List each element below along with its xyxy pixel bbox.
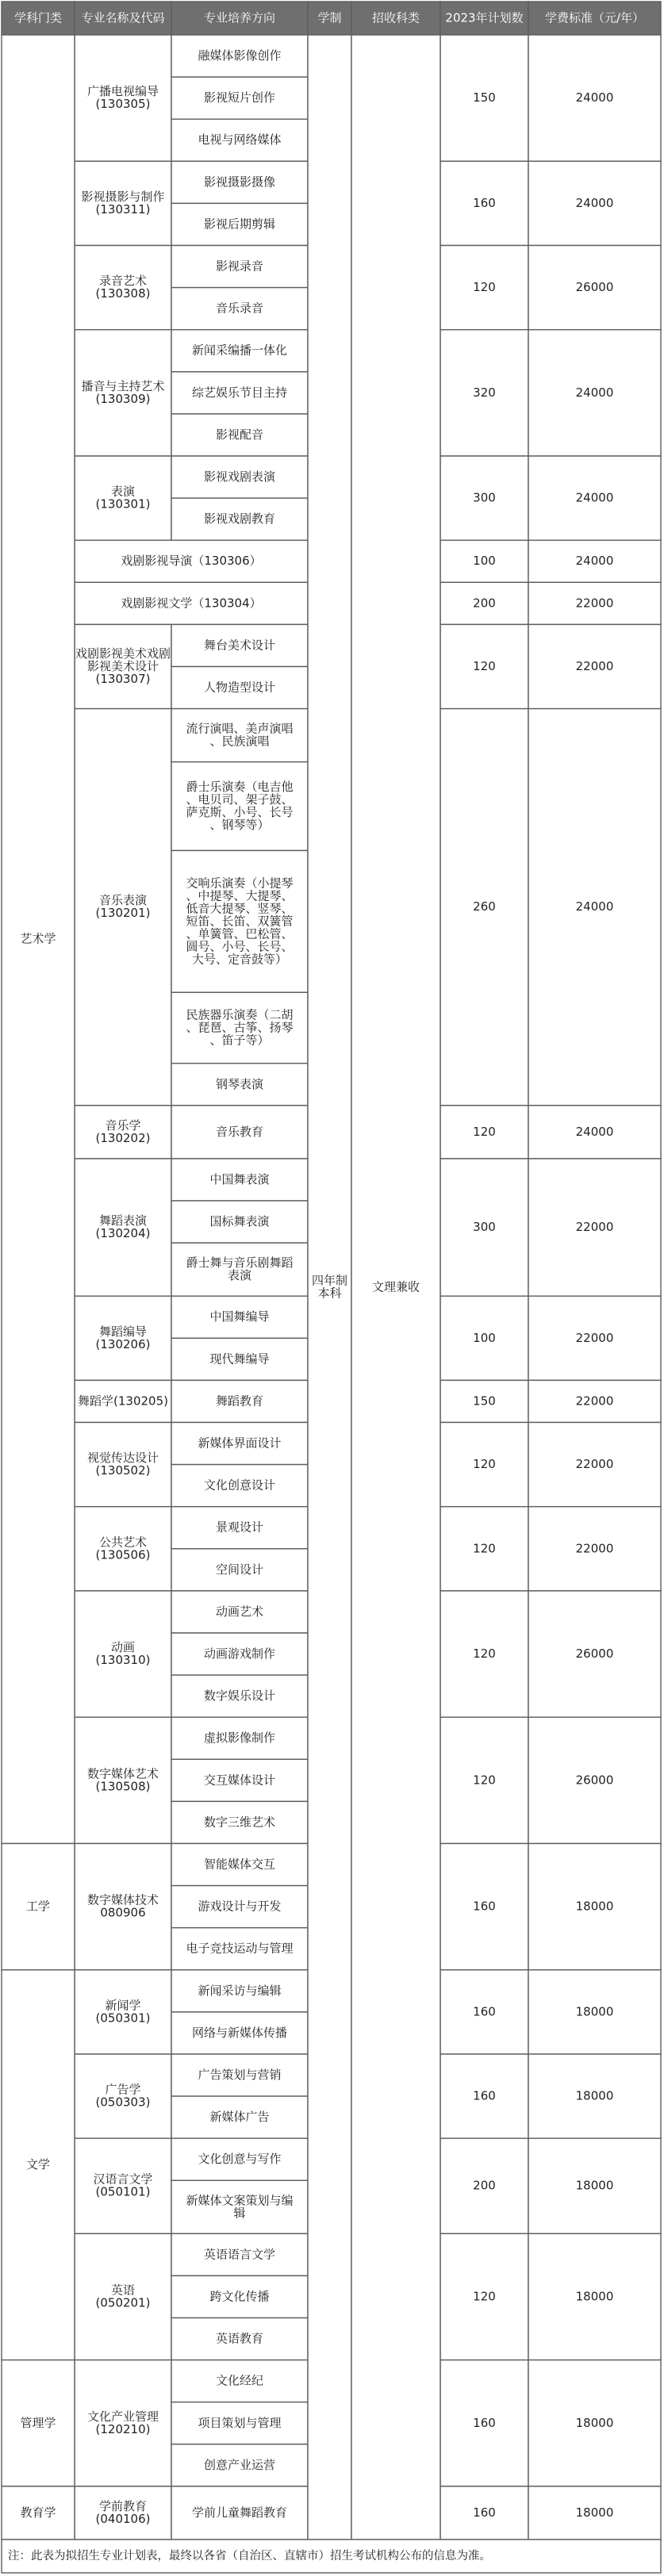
major-name: 学前教育 <box>98 2498 148 2513</box>
direction-text: 表演 <box>227 1268 252 1283</box>
major-name: 动画 <box>110 1640 136 1655</box>
tuition-fee: 22000 <box>575 1541 614 1556</box>
direction-text: 综艺娱乐节目主持 <box>191 385 288 400</box>
direction-text: 影视摄影摄像 <box>203 174 276 190</box>
plan-count: 200 <box>473 596 496 611</box>
direction-text: 广告策划与营销 <box>198 2068 282 2083</box>
major-name: 公共艺术 <box>98 1535 148 1550</box>
major-name: (130310) <box>95 1653 151 1668</box>
tuition-fee: 18000 <box>575 2289 614 2304</box>
plan-count: 120 <box>473 1773 496 1788</box>
major-name: 广播电视编导 <box>86 84 159 99</box>
direction-text: 民族器乐演奏（二胡 <box>186 1007 294 1022</box>
tuition-fee: 22000 <box>575 596 614 611</box>
direction-text: 现代舞编导 <box>209 1351 270 1367</box>
major-name: 播音与主持艺术 <box>81 378 165 393</box>
plan-count: 160 <box>473 2415 496 2430</box>
direction-text: 网络与新媒体传播 <box>191 2025 288 2040</box>
direction-text: 影视戏剧教育 <box>203 512 276 527</box>
direction-text: 舞台美术设计 <box>203 638 276 653</box>
direction-text: 、民族演唱 <box>209 734 270 749</box>
major-name: (050201) <box>95 2295 151 2310</box>
plan-count: 120 <box>473 658 496 673</box>
plan-count: 150 <box>473 90 496 105</box>
major-name: 新闻学 <box>105 1998 141 2013</box>
major-name: 数字媒体技术 <box>86 1892 159 1907</box>
major-name: (130202) <box>95 1130 151 1145</box>
direction-text: 短笛、长笛、双簧管 <box>186 914 294 929</box>
direction-text: 舞蹈教育 <box>215 1393 264 1409</box>
tuition-fee: 18000 <box>575 2004 614 2019</box>
plan-count: 120 <box>473 1124 496 1139</box>
major-name: (050303) <box>95 2095 151 2110</box>
direction-text: 游戏设计与开发 <box>198 1899 282 1914</box>
header-cell-text: 学费标准（元/年） <box>544 10 645 25</box>
tuition-fee: 18000 <box>575 2415 614 2430</box>
tuition-fee: 24000 <box>575 195 614 210</box>
major-name: 舞蹈表演 <box>98 1213 148 1229</box>
plan-count: 100 <box>473 554 496 569</box>
plan-count: 120 <box>473 1457 496 1472</box>
major-name: 广告学 <box>105 2082 141 2097</box>
major-name: 录音艺术 <box>98 274 148 289</box>
direction-text: 大号、定音鼓等） <box>191 952 288 967</box>
direction-text: 爵士舞与音乐剧舞蹈 <box>186 1255 294 1271</box>
tuition-fee: 24000 <box>575 554 614 569</box>
direction-text: 影视录音 <box>215 259 264 274</box>
direction-text: 项目策划与管理 <box>198 2415 282 2430</box>
plan-count: 260 <box>473 899 496 914</box>
header-cell-text: 专业名称及代码 <box>81 10 165 25</box>
plan-count: 150 <box>473 1393 496 1409</box>
tuition-fee: 22000 <box>575 1330 614 1345</box>
direction-text: 、笛子等） <box>209 1033 270 1048</box>
direction-text: 景观设计 <box>215 1520 264 1535</box>
plan-count: 300 <box>473 490 496 505</box>
direction-text: 中国舞表演 <box>209 1171 270 1186</box>
major-name: (040106) <box>95 2511 151 2526</box>
plan-count: 160 <box>473 195 496 210</box>
major-name: 影视摄影与制作 <box>81 189 165 204</box>
footnote-text: 注：此表为拟招生专业计划表，最终以各省（自治区、直辖市）招生考试机构公布的信息为准。 <box>8 2550 491 2563</box>
direction-text: 流行演唱、美声演唱 <box>186 721 294 736</box>
major-name: 表演 <box>110 484 136 499</box>
tuition-fee: 22000 <box>575 1457 614 1472</box>
direction-text: 数字三维艺术 <box>203 1815 276 1830</box>
tuition-fee: 18000 <box>575 2088 614 2103</box>
direction-text: 中国舞编导 <box>209 1309 270 1324</box>
tuition-fee: 24000 <box>575 90 614 105</box>
major-name: 影视美术设计 <box>86 658 159 673</box>
tuition-fee: 26000 <box>575 1773 614 1788</box>
major-name: 舞蹈学(130205) <box>78 1393 168 1409</box>
tuition-fee: 26000 <box>575 1646 614 1662</box>
direction-text: 新媒体广告 <box>209 2110 270 2125</box>
direction-text: 辑 <box>233 2206 246 2221</box>
tuition-fee: 18000 <box>575 2505 614 2520</box>
direction-text: 文化创意与写作 <box>198 2152 282 2167</box>
direction-text: 、电贝司、架子鼓、 <box>186 792 294 807</box>
category-name: 教育学 <box>20 2505 56 2520</box>
major-name: (130309) <box>95 391 151 406</box>
direction-text: 英语语言文学 <box>203 2247 276 2262</box>
plan-count: 200 <box>473 2178 496 2193</box>
plan-count: 320 <box>473 385 496 400</box>
direction-text: 爵士乐演奏（电吉他 <box>186 780 294 795</box>
plan-count: 160 <box>473 2004 496 2019</box>
direction-text: 电视与网络媒体 <box>198 132 282 148</box>
tuition-fee: 24000 <box>575 1124 614 1139</box>
tuition-fee: 24000 <box>575 490 614 505</box>
direction-text: 音乐录音 <box>215 301 264 316</box>
category-name: 艺术学 <box>20 931 56 946</box>
major-name: (130204) <box>95 1226 151 1241</box>
major-name: (130305) <box>95 97 151 112</box>
direction-text: 、单簧管、巴松管、 <box>186 926 294 941</box>
direction-text: 影视配音 <box>215 427 264 442</box>
major-name: 文化产业管理 <box>86 2409 159 2424</box>
major-name: 戏剧影视美术戏剧 <box>75 646 171 661</box>
direction-text: 文化经纪 <box>215 2373 264 2388</box>
major-name: 戏剧影视文学（130304） <box>121 596 262 611</box>
direction-text: 、琵琶、古筝、扬琴 <box>186 1020 294 1035</box>
major-name: (050101) <box>95 2184 151 2199</box>
direction-text: 钢琴表演 <box>215 1076 264 1091</box>
major-name: 汉语言文学 <box>93 2172 153 2187</box>
direction-text: 萨克斯、小号、长号 <box>186 805 294 820</box>
tuition-fee: 26000 <box>575 280 614 295</box>
major-name: (130311) <box>95 201 151 217</box>
header-cell-text: 2023年计划数 <box>445 10 524 25</box>
direction-text: 、钢琴等） <box>209 818 270 833</box>
major-name: (130506) <box>95 1547 151 1562</box>
header-cell-text: 学制 <box>317 10 342 25</box>
major-name: 音乐表演 <box>98 893 148 908</box>
direction-text: 虚拟影像制作 <box>203 1731 276 1746</box>
major-name: (120210) <box>95 2421 151 2436</box>
direction-text: 空间设计 <box>215 1562 264 1577</box>
plan-count: 300 <box>473 1220 496 1235</box>
direction-text: 低音大提琴、竖琴、 <box>186 901 294 916</box>
direction-text: 影视后期剪辑 <box>203 217 276 232</box>
direction-text: 圆号、小号、长号、 <box>186 939 294 954</box>
major-name: (130201) <box>95 906 151 921</box>
plan-count: 160 <box>473 2088 496 2103</box>
direction-text: 动画艺术 <box>215 1604 264 1619</box>
direction-text: 交互媒体设计 <box>203 1773 276 1788</box>
major-name: (130307) <box>95 671 151 686</box>
direction-text: 国标舞表演 <box>209 1214 270 1229</box>
tuition-fee: 18000 <box>575 1899 614 1914</box>
major-name: (130206) <box>95 1336 151 1351</box>
direction-text: 文化创意设计 <box>203 1478 276 1493</box>
direction-text: 动画游戏制作 <box>203 1646 276 1662</box>
header-cell-text: 招收科类 <box>371 10 420 25</box>
category-name: 文学 <box>25 2157 51 2172</box>
category-name: 工学 <box>25 1899 51 1914</box>
header-cell-text: 学科门类 <box>13 10 63 25</box>
direction-text: 新媒体文案策划与编 <box>186 2193 294 2208</box>
direction-text: 电子竞技运动与管理 <box>186 1941 294 1956</box>
tuition-fee: 18000 <box>575 2178 614 2193</box>
plan-count: 120 <box>473 2289 496 2304</box>
direction-text: 影视短片创作 <box>203 90 276 105</box>
direction-text: 新闻采访与编辑 <box>198 1983 282 1998</box>
major-name: 080906 <box>100 1905 146 1920</box>
direction-text: 跨文化传播 <box>209 2289 270 2304</box>
direction-text: 新闻采编播一体化 <box>191 343 288 358</box>
tuition-fee: 24000 <box>575 899 614 914</box>
major-name: 舞蹈编导 <box>98 1324 148 1339</box>
major-name: (130308) <box>95 286 151 301</box>
plan-count: 120 <box>473 280 496 295</box>
major-name: 戏剧影视导演（130306） <box>121 554 262 569</box>
subject-type-text: 文理兼收 <box>371 1279 420 1294</box>
major-name: (130502) <box>95 1463 151 1478</box>
major-name: 视觉传达设计 <box>86 1451 159 1466</box>
tuition-fee: 22000 <box>575 1393 614 1409</box>
direction-text: 交响乐演奏（小提琴 <box>186 876 294 891</box>
tuition-fee: 24000 <box>575 385 614 400</box>
tuition-fee: 22000 <box>575 1220 614 1235</box>
major-name: (130508) <box>95 1779 151 1794</box>
plan-count: 120 <box>473 1541 496 1556</box>
direction-text: 数字娱乐设计 <box>203 1689 276 1704</box>
major-name: 音乐学 <box>105 1117 141 1133</box>
plan-count: 160 <box>473 1899 496 1914</box>
category-name: 管理学 <box>20 2415 56 2430</box>
major-name: (050301) <box>95 2011 151 2026</box>
direction-text: 新媒体界面设计 <box>198 1436 282 1451</box>
direction-text: 学前儿童舞蹈教育 <box>191 2505 288 2520</box>
direction-text: 创意产业运营 <box>203 2457 276 2472</box>
direction-text: 音乐教育 <box>215 1124 264 1139</box>
tuition-fee: 22000 <box>575 658 614 673</box>
direction-text: 融媒体影像创作 <box>198 48 282 63</box>
direction-text: 智能媒体交互 <box>203 1857 276 1872</box>
plan-count: 100 <box>473 1330 496 1345</box>
direction-text: 人物造型设计 <box>203 680 276 695</box>
plan-count: 160 <box>473 2505 496 2520</box>
major-name: 英语 <box>110 2283 136 2298</box>
duration-text: 四年制 <box>311 1273 348 1288</box>
direction-text: 影视戏剧表演 <box>203 470 276 485</box>
duration-text: 本科 <box>317 1286 342 1301</box>
major-name: 数字媒体艺术 <box>86 1766 159 1781</box>
direction-text: 、中提琴、大提琴、 <box>186 888 294 903</box>
major-name: (130301) <box>95 496 151 512</box>
plan-count: 120 <box>473 1646 496 1662</box>
direction-text: 英语教育 <box>215 2331 264 2346</box>
header-cell-text: 专业培养方向 <box>203 10 276 25</box>
